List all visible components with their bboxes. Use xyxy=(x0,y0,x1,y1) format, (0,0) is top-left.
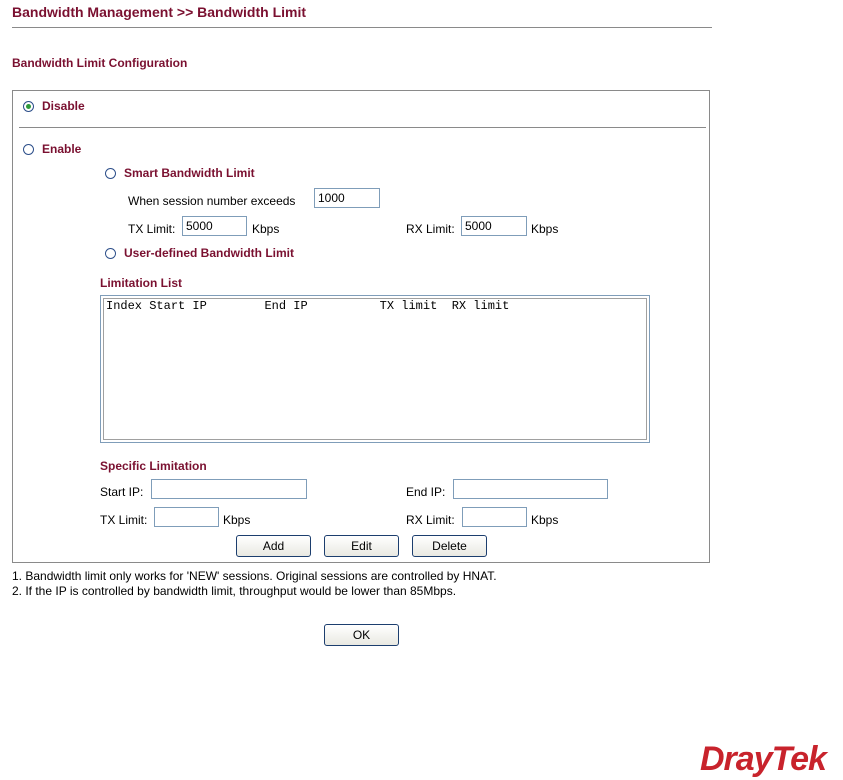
end-ip-label: End IP: xyxy=(406,485,446,499)
session-threshold-label: When session number exceeds xyxy=(128,194,296,208)
smart-rx-unit: Kbps xyxy=(531,222,559,236)
session-threshold-input[interactable]: 1000 xyxy=(314,188,380,208)
enable-radio[interactable] xyxy=(23,144,34,155)
delete-button[interactable]: Delete xyxy=(412,535,487,557)
edit-button[interactable]: Edit xyxy=(324,535,399,557)
page-title: Bandwidth Management >> Bandwidth Limit xyxy=(12,4,307,20)
specific-limitation-title: Specific Limitation xyxy=(100,459,207,473)
specific-rx-input[interactable] xyxy=(462,507,527,527)
specific-rx-label: RX Limit: xyxy=(406,513,455,527)
specific-tx-label: TX Limit: xyxy=(100,513,148,527)
note-1: 1. Bandwidth limit only works for 'NEW' sessions. Original sessions are controlled by HNAT. xyxy=(12,569,497,583)
enable-label: Enable xyxy=(42,142,82,156)
user-defined-radio[interactable] xyxy=(105,248,116,259)
smart-tx-input[interactable]: 5000 xyxy=(182,216,247,236)
column-index: Index xyxy=(106,299,143,313)
column-tx-limit: TX limit xyxy=(379,299,438,313)
smart-bandwidth-radio[interactable] xyxy=(105,168,116,179)
specific-tx-unit: Kbps xyxy=(223,513,251,527)
column-end-ip: End IP xyxy=(264,299,308,313)
add-button[interactable]: Add xyxy=(236,535,311,557)
smart-bandwidth-label: Smart Bandwidth Limit xyxy=(124,166,255,180)
section-title: Bandwidth Limit Configuration xyxy=(12,56,188,70)
smart-rx-input[interactable]: 5000 xyxy=(461,216,527,236)
inner-divider xyxy=(19,127,706,128)
ok-button[interactable]: OK xyxy=(324,624,399,646)
title-divider xyxy=(12,27,712,28)
column-start-ip: Start IP xyxy=(149,299,207,313)
start-ip-input[interactable] xyxy=(151,479,307,499)
disable-label: Disable xyxy=(42,99,85,113)
column-rx-limit: RX limit xyxy=(451,299,510,313)
specific-rx-unit: Kbps xyxy=(531,513,559,527)
start-ip-label: Start IP: xyxy=(100,485,144,499)
disable-radio[interactable] xyxy=(23,101,34,112)
end-ip-input[interactable] xyxy=(453,479,608,499)
user-defined-label: User-defined Bandwidth Limit xyxy=(124,246,295,260)
smart-rx-label: RX Limit: xyxy=(406,222,455,236)
smart-tx-unit: Kbps xyxy=(252,222,280,236)
smart-tx-label: TX Limit: xyxy=(128,222,176,236)
draytek-logo: DrayTek xyxy=(700,740,826,778)
limitation-listbox[interactable] xyxy=(100,295,650,443)
limitation-list-title: Limitation List xyxy=(100,276,182,290)
note-2: 2. If the IP is controlled by bandwidth limit, throughput would be lower than 85Mbps. xyxy=(12,584,457,598)
limitation-list-header xyxy=(106,299,509,313)
specific-tx-input[interactable] xyxy=(154,507,219,527)
